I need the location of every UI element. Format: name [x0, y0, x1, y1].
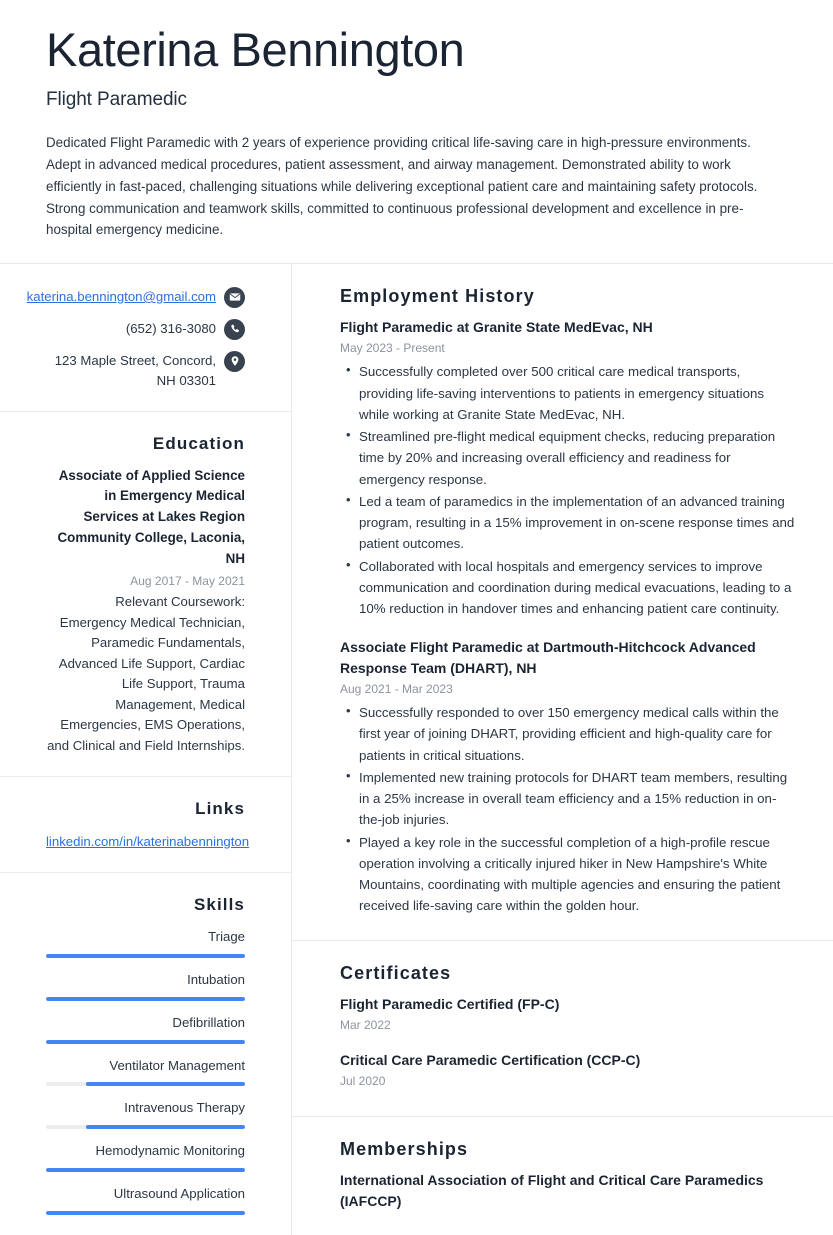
skill-bar — [46, 1211, 245, 1215]
skill-label: Ultrasound Application — [113, 1185, 245, 1201]
skill-bar-fill — [46, 1211, 245, 1215]
skill-item — [46, 927, 245, 958]
skill-item — [46, 1056, 245, 1087]
skill-bar-fill — [86, 1125, 245, 1129]
bullet-item: • Successfully responded to over 150 emergency medical calls within the first year of joining DHART, providing efficient and high-quality care for patients in critical situations. — [359, 702, 797, 766]
skill-item — [46, 1141, 245, 1172]
employment-entry-title: Associate Flight Paramedic at Dartmouth-Hitchcock Advanced Response Team (DHART), NH — [340, 639, 756, 676]
sidebar — [0, 264, 292, 1235]
main-column — [292, 264, 833, 1235]
certificate-entry — [340, 1050, 797, 1090]
certificate-date: Jul 2020 — [340, 1074, 386, 1089]
skill-item — [46, 970, 245, 1001]
certificate-date: Mar 2022 — [340, 1018, 391, 1032]
bullet-item: • Implemented new training protocols for DHART team members, resulting in a 25% increase in overall team efficiency and a 15% reduction in on-the-job injuries. — [359, 767, 797, 831]
education-section-title: Education — [152, 433, 245, 453]
employment-entry-bullets — [340, 361, 797, 619]
memberships-section-title: Memberships — [340, 1139, 469, 1160]
envelope-icon — [224, 287, 245, 308]
skill-bar-fill — [46, 997, 245, 1001]
skill-item — [46, 1098, 245, 1129]
employment-entry — [340, 317, 797, 619]
certificate-name: Flight Paramedic Certified (FP-C) — [340, 995, 560, 1012]
resume-header — [0, 0, 833, 263]
skills-section-title: Skills — [193, 895, 245, 915]
employment-entry — [340, 637, 797, 916]
education-description: Relevant Coursework: Emergency Medical Technician, Paramedic Fundamentals, Advanced Life Support, Cardiac Life Support, Trauma Management, Medical Emergencies, EMS Operations, and Clinical and Field Internships. — [47, 594, 245, 753]
body-columns — [0, 264, 833, 1235]
employment-entry-bullets — [340, 702, 797, 917]
links-block — [0, 776, 291, 872]
skill-bar — [46, 1082, 245, 1086]
memberships-block — [292, 1116, 833, 1233]
job-title: Flight Paramedic — [46, 89, 187, 111]
contact-block — [0, 264, 291, 411]
phone-icon — [224, 319, 245, 340]
education-block — [0, 411, 291, 776]
certificates-section-title: Certificates — [340, 962, 452, 983]
skill-item — [46, 1013, 245, 1044]
skill-bar-fill — [46, 1040, 245, 1044]
membership-name: International Association of Flight and Critical Care Paramedics (IAFCCP) — [340, 1172, 764, 1209]
skills-block — [0, 872, 291, 1235]
contact-row-phone — [46, 318, 245, 340]
professional-summary: Dedicated Flight Paramedic with 2 years of experience providing critical life-saving care in high-pressure environments. Adept in advanced medical procedures, patient assessment, and airway management. Demonstrated ability to work efficiently in fast-paced, challenging situations while delivering exceptional patient care and maintaining safety protocols. Strong communication and teamwork skills, committed to continuous professional development and excellence in pre-hospital emergency medicine. — [46, 135, 758, 238]
bullet-item: • Collaborated with local hospitals and emergency services to improve communication and coordination during medical evacuations, leading to a 10% reduction in handover times and enhancing patient care continuity. — [359, 556, 797, 620]
page-title: Katerina Bennington — [46, 23, 465, 76]
address-value: 123 Maple Street, Concord, NH 03301 — [54, 352, 216, 388]
skill-label: Intravenous Therapy — [124, 1100, 245, 1116]
skill-bar-fill — [86, 1082, 245, 1086]
employment-entry-title: Flight Paramedic at Granite State MedEvac, NH — [340, 318, 653, 335]
skill-label: Ventilator Management — [109, 1057, 245, 1073]
employment-history-block — [292, 264, 833, 940]
certificates-block — [292, 940, 833, 1117]
skill-bar — [46, 1125, 245, 1129]
bullet-item: • Streamlined pre-flight medical equipment checks, reducing preparation time by 20% and increasing overall efficiency and readiness for emergency response. — [359, 426, 797, 490]
certificate-name: Critical Care Paramedic Certification (CCP-C) — [340, 1052, 641, 1068]
skill-bar — [46, 1040, 245, 1044]
skill-label: Intubation — [187, 971, 245, 987]
skill-bar — [46, 954, 245, 958]
skill-label: Defibrillation — [172, 1014, 245, 1030]
skill-label: Triage — [208, 929, 245, 945]
link-item-linkedin[interactable]: linkedin.com/in/katerinabennington — [46, 834, 250, 850]
skill-item — [46, 1184, 245, 1215]
education-degree: Associate of Applied Science in Emergency Medical Services at Lakes Region Community College, Laconia, NH — [57, 467, 245, 566]
certificate-entry — [340, 994, 797, 1034]
employment-section-title: Employment History — [340, 285, 535, 306]
skill-bar — [46, 997, 245, 1001]
skill-bar — [46, 1168, 245, 1172]
education-date: Aug 2017 - May 2021 — [130, 574, 245, 589]
bullet-item: • Led a team of paramedics in the implementation of an advanced training program, resulting in a 15% improvement in on-scene response times and patient outcomes. — [359, 491, 797, 555]
skill-bar-fill — [46, 954, 245, 958]
phone-value: (652) 316-3080 — [125, 320, 216, 336]
skill-label: Hemodynamic Monitoring — [95, 1143, 245, 1159]
location-pin-icon — [224, 351, 245, 372]
skill-bar-fill — [46, 1168, 245, 1172]
contact-row-email[interactable] — [26, 286, 245, 308]
employment-entry-date: May 2023 - Present — [340, 341, 445, 356]
bullet-item: • Successfully completed over 500 critical care medical transports, providing life-saving interventions to patients in emergency situations while working at Granite State MedEvac, NH. — [359, 361, 797, 425]
employment-entry-date: Aug 2021 - Mar 2023 — [340, 682, 453, 697]
bullet-item: • Played a key role in the successful completion of a high-profile rescue operation involving a critically injured hiker in New Hampshire's White Mountains, coordinating with multiple agencies and ensuring the patient received life-saving care within the golden hour. — [359, 832, 797, 917]
contact-row-address — [46, 350, 245, 391]
email-value[interactable]: katerina.bennington@gmail.com — [26, 288, 216, 304]
links-section-title: Links — [195, 799, 245, 819]
